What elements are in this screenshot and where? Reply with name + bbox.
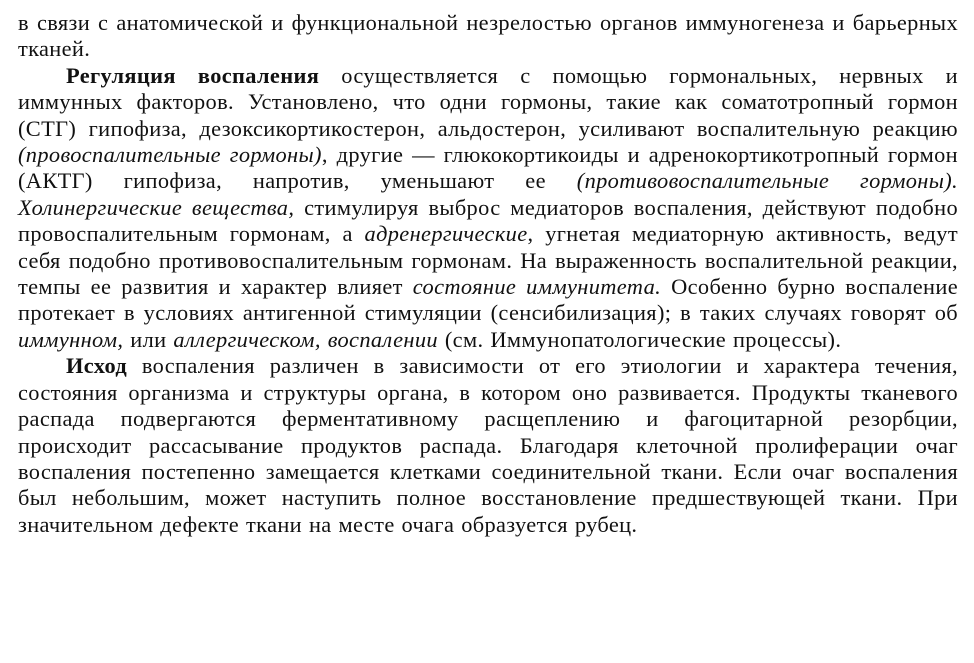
paragraph-intro-fragment	[18, 10, 958, 63]
italic-term: состояние иммунитета.	[412, 274, 662, 300]
text-run: в связи с анатомической и функциональной незрелостью органов иммуногенеза и барьерных тканей.	[18, 10, 958, 62]
text-run: (см. Иммунопатологические процессы).	[437, 326, 842, 352]
italic-term: иммунном,	[18, 326, 124, 352]
section-heading-outcome: Исход	[66, 353, 128, 379]
italic-term: аллергическом, воспалении	[173, 326, 438, 352]
italic-term: (противовоспалительные гормоны). Холинергические вещества,	[18, 168, 958, 220]
text-run: , угнетая медиаторную активность, ведут себя подобно противовоспалительным гормонам. На выраженность воспалительной реакции, темпы ее развития и характер влияет	[18, 221, 958, 300]
text-run: воспаления различен в зависимости от его этиологии и характера течения, состояния организма и структуры органа, в котором оно развивается. Продукты тканевого распада подвергаются ферментативному расщеплению и фагоцитарной резорбции, происходит рассасывание продуктов распада. Благодаря клеточной пролиферации очаг воспаления постепенно замещается клетками соединительной ткани. Если очаг воспаления был небольшим, может наступить полное восстановление предшествующей ткани. При значительном дефекте ткани на месте очага образуется рубец.	[18, 353, 958, 537]
italic-term: адренергические	[364, 221, 528, 247]
italic-term: (провоспалительные гормоны)	[18, 142, 322, 168]
paragraph-inflammation-outcome	[18, 353, 958, 538]
section-heading-regulation: Регуляция воспаления	[66, 62, 320, 88]
text-run: , другие — глюкокортикоиды и адренокортикотропный гормон (АКТГ) гипофиза, напротив, уменьшают ее	[18, 142, 958, 194]
paragraph-inflammation-regulation	[18, 63, 958, 353]
document-page	[18, 10, 958, 538]
text-run: Особенно бурно воспаление протекает в условиях антигенной стимуляции (сенсибилизация); в таких случаях говорят об	[18, 274, 958, 326]
text-run: осуществляется с помощью гормональных, нервных и иммунных факторов. Установлено, что одни гормоны, такие как соматотропный гормон (СТГ) гипофиза, дезоксикортикостерон, альдостерон, усиливают воспалительную реакцию	[18, 62, 958, 141]
text-run: стимулируя выброс медиаторов воспаления, действуют подобно провоспалительным гормонам, а	[18, 194, 959, 247]
text-run: или	[123, 326, 174, 352]
